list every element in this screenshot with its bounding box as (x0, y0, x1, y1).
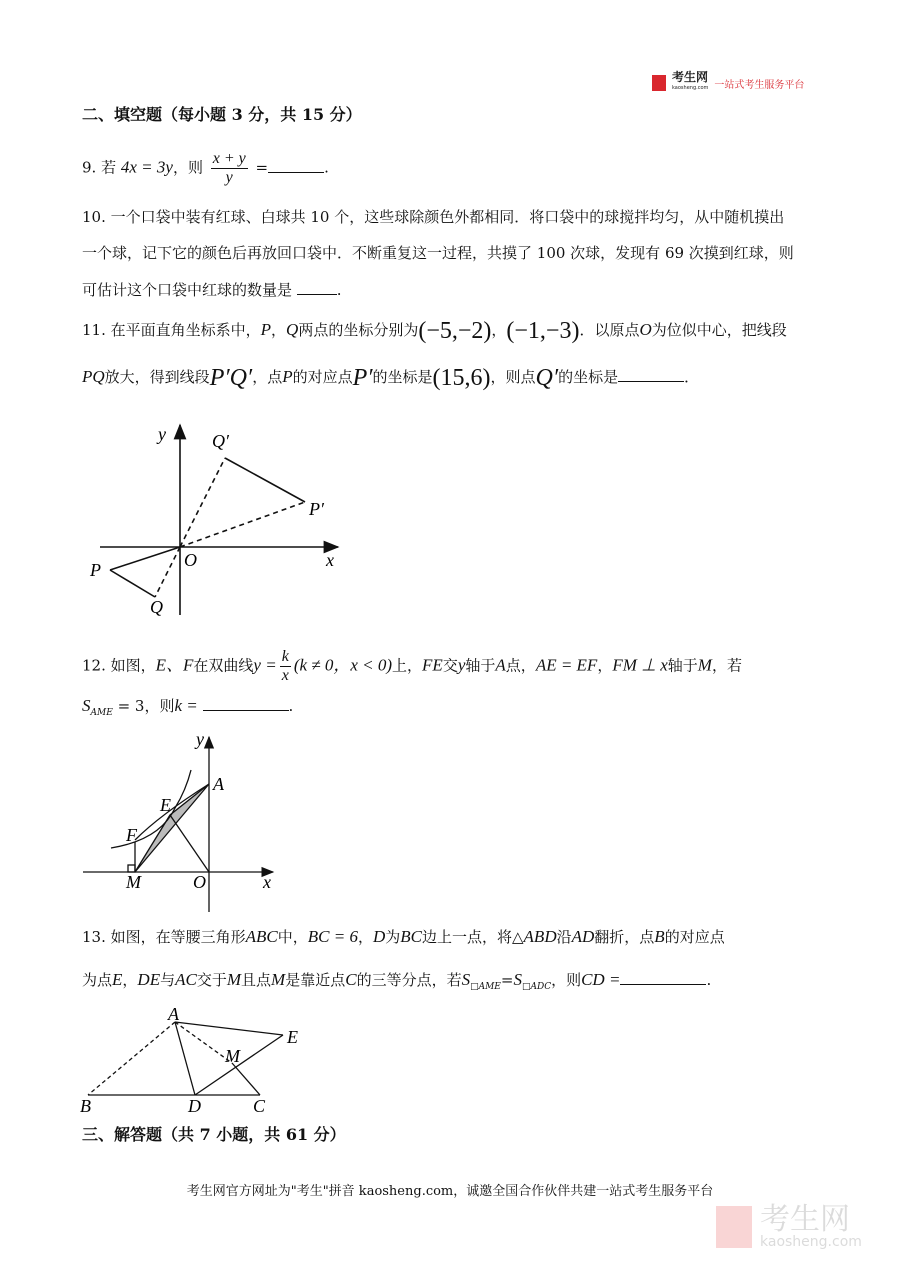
label-a: A (213, 774, 224, 794)
question-13-line2 (82, 970, 711, 997)
q13-text: 为 (385, 928, 401, 946)
q9-text: ，则 (172, 158, 203, 177)
logo-slogan: 一站式考生服务平台 (714, 79, 805, 91)
q12-labels (125, 729, 271, 892)
segment-pq: PQ (82, 367, 105, 386)
segment-pq (110, 570, 155, 597)
fraction-numerator: x + y (212, 150, 246, 167)
label-a: A (168, 1004, 179, 1024)
q11-text: 的对应点 (292, 368, 353, 386)
q12-fraction (280, 648, 291, 685)
section2-title: 二、填空题（每小题 3 分，共 15 分） (82, 105, 362, 124)
segment-ab (88, 1022, 175, 1095)
q13-math: S (513, 970, 522, 989)
line-eo (170, 815, 209, 872)
segment-pq-prime (225, 458, 305, 502)
points-ef: E、F (155, 655, 194, 675)
q13-math: E (112, 970, 123, 989)
q13-text: 的对应点 (664, 928, 725, 946)
q12-math: A (495, 655, 506, 675)
section3-title: 三、解答题（共 7 小题，共 61 分） (82, 1125, 346, 1144)
q12-math: M (697, 655, 712, 675)
q13-text: ， (122, 971, 138, 989)
q10-line: 一个球，记下它的颜色后再放回口袋中．不断重复这一过程，共摸了 100 次球，发现有 69 次摸到红球，则 (82, 244, 794, 262)
q13-text: ，则 (551, 971, 582, 989)
q13-math: S (461, 970, 471, 989)
q13-text: 的三等分点，若 (356, 971, 462, 989)
label-b: B (80, 1096, 91, 1116)
fraction-denominator: y (225, 169, 233, 186)
q12-math: S (82, 696, 91, 715)
segment-mc (232, 1063, 260, 1095)
q11-text: ， (271, 321, 287, 339)
segment-ae (175, 1022, 283, 1035)
watermark-logo (716, 1202, 862, 1250)
shaded-region (135, 784, 209, 872)
q12-math: FE (422, 655, 443, 675)
label-o: O (184, 550, 197, 570)
question-12-line2 (82, 696, 293, 723)
label-x: x (263, 872, 271, 892)
q13-text: . (706, 971, 712, 989)
label-d: D (188, 1096, 201, 1116)
q13-math: AC (175, 970, 197, 989)
q13-text: 沿 (556, 928, 572, 946)
q12-figure (83, 737, 273, 912)
label-m: M (126, 872, 141, 892)
q9-text: . (324, 158, 329, 177)
q13-text: 中， (277, 928, 308, 946)
label-e: E (160, 795, 171, 815)
q13-math: ABD (523, 927, 557, 946)
q13-text: 为点 (82, 971, 113, 989)
watermark-mark-icon (716, 1206, 752, 1248)
point-q: Q (286, 320, 299, 339)
q13-math: DE (137, 970, 161, 989)
watermark-domain: kaosheng.com (760, 1234, 862, 1250)
label-p: P (90, 560, 101, 580)
q11-text: 放大，得到线段 (104, 368, 210, 386)
q10-line: 10. 一个口袋中装有红球、白球共 10 个，这些球除颜色外都相同．将口袋中的球搅拌均匀，从中随机摸出 (82, 208, 785, 226)
q13-math: B (654, 927, 665, 946)
answer-blank (620, 970, 706, 985)
coord-p: (−5,−2) (418, 318, 492, 344)
q13-math: C (345, 970, 357, 989)
coord-q: (−1,−3) (506, 318, 580, 344)
point-p: P (282, 367, 293, 386)
segment-ad (175, 1022, 195, 1095)
q13-math: M (226, 970, 242, 989)
q11-text: 两点的坐标分别为 (298, 321, 419, 339)
q12-text: 上， (392, 656, 423, 675)
q13-text: 边上一点，将△ (422, 928, 524, 946)
fraction-denominator: x (281, 667, 289, 684)
coord-p-prime: (15,6) (432, 365, 491, 391)
label-e: E (287, 1027, 298, 1047)
q9-equation: 4x = 3y (120, 157, 173, 177)
q13-figure (88, 1022, 283, 1095)
q12-math: FM ⊥ x (612, 655, 668, 675)
label-o: O (193, 872, 206, 892)
q13-text: = (500, 971, 514, 989)
q13-math: ABC (245, 927, 278, 946)
q11-text: ，则点 (490, 368, 536, 386)
q11-figure (100, 425, 338, 615)
q12-text: 轴于 (465, 656, 496, 675)
q12-text: 在双曲线 (193, 656, 254, 675)
label-y: y (158, 424, 166, 444)
question-11-line1: 11. 在平面直角坐标系中，P，Q两点的坐标分别为(−5,−2)，(−1,−3)．以原点O为位似中心，把线段 (82, 318, 787, 344)
watermark-name: 考生网 (760, 1202, 850, 1237)
q12-text: ，若 (711, 656, 742, 675)
label-m: M (225, 1046, 240, 1066)
question-13-line1 (82, 927, 725, 947)
q9-text: = (255, 158, 269, 177)
logo-name: 考生网 (672, 70, 709, 84)
q12-text: 轴于 (667, 656, 698, 675)
point-q-prime: Q′ (535, 365, 559, 391)
q12-math: AE = EF (535, 655, 598, 675)
footer-text: 考生网官方网址为"考生"拼音 kaosheng.com，诚邀全国合作伙伴共建一站式考生服务平台 (186, 1184, 714, 1199)
q11-text: ，点 (252, 368, 283, 386)
q11-text: ． (684, 368, 700, 386)
q13-math: M (271, 970, 286, 989)
q12-text: 12. 如图， (82, 656, 156, 675)
segment-pq-prime: P′Q′ (209, 365, 253, 391)
q12-text: . (288, 697, 294, 715)
q12-text: = 3，则 (117, 697, 175, 715)
q11-text: 的坐标是 (558, 368, 619, 386)
label-q: Q (150, 597, 163, 617)
q13-text: 交于 (196, 971, 227, 989)
q13-text: 翻折，点 (594, 928, 655, 946)
q12-text: 点， (505, 656, 536, 675)
point-o: O (639, 320, 652, 339)
label-c: C (253, 1096, 266, 1116)
q12-math: k = (174, 696, 198, 715)
q12-math: y (457, 655, 466, 675)
question-12-line1 (82, 648, 742, 685)
q13-math: BC = 6 (307, 927, 358, 946)
q13-text: 与 (160, 971, 176, 989)
label-p-prime: P′ (309, 499, 324, 519)
q12-subscript: AME (90, 708, 113, 718)
q13-subscript: □ADC (521, 982, 552, 992)
fraction-numerator: k (281, 648, 289, 665)
q10-text: 可估计这个口袋中红球的数量是 (82, 281, 293, 299)
right-angle-mark (128, 865, 135, 872)
q13-subscript: □AME (470, 982, 501, 992)
line-op-prime (180, 502, 305, 547)
q13-text: ， (357, 928, 373, 946)
point-p: P (260, 320, 272, 339)
point-p-prime: P′ (352, 365, 373, 391)
q11-text: 的坐标是 (372, 368, 433, 386)
label-f: F (126, 825, 137, 845)
q13-labels (80, 1004, 298, 1116)
q13-math: BC (400, 927, 422, 946)
label-q-prime: Q′ (212, 431, 229, 451)
q10-text: . (336, 281, 342, 299)
q12-text: ， (597, 656, 613, 675)
q13-text: 且点 (241, 971, 272, 989)
q11-text: 为位似中心，把线段 (651, 321, 787, 339)
q12-math: y = (253, 655, 277, 675)
answer-blank (203, 696, 289, 711)
q13-math: AD (571, 927, 595, 946)
label-x: x (326, 550, 334, 570)
q12-condition: (k ≠ 0，x < 0) (293, 655, 393, 675)
q13-math: CD = (581, 970, 621, 989)
q12-text: 交 (442, 656, 458, 675)
q13-text: 是靠近点 (285, 971, 346, 989)
q11-labels (89, 424, 334, 617)
q11-text: ．以原点 (579, 321, 640, 339)
logo-domain: kaosheng.com (672, 85, 709, 91)
q13-math: D (372, 927, 386, 946)
label-y: y (196, 729, 204, 749)
q13-text: 13. 如图，在等腰三角形 (82, 928, 246, 946)
q9-text: 9. 若 (82, 158, 117, 177)
q11-text: 11. 在平面直角坐标系中， (82, 321, 261, 339)
